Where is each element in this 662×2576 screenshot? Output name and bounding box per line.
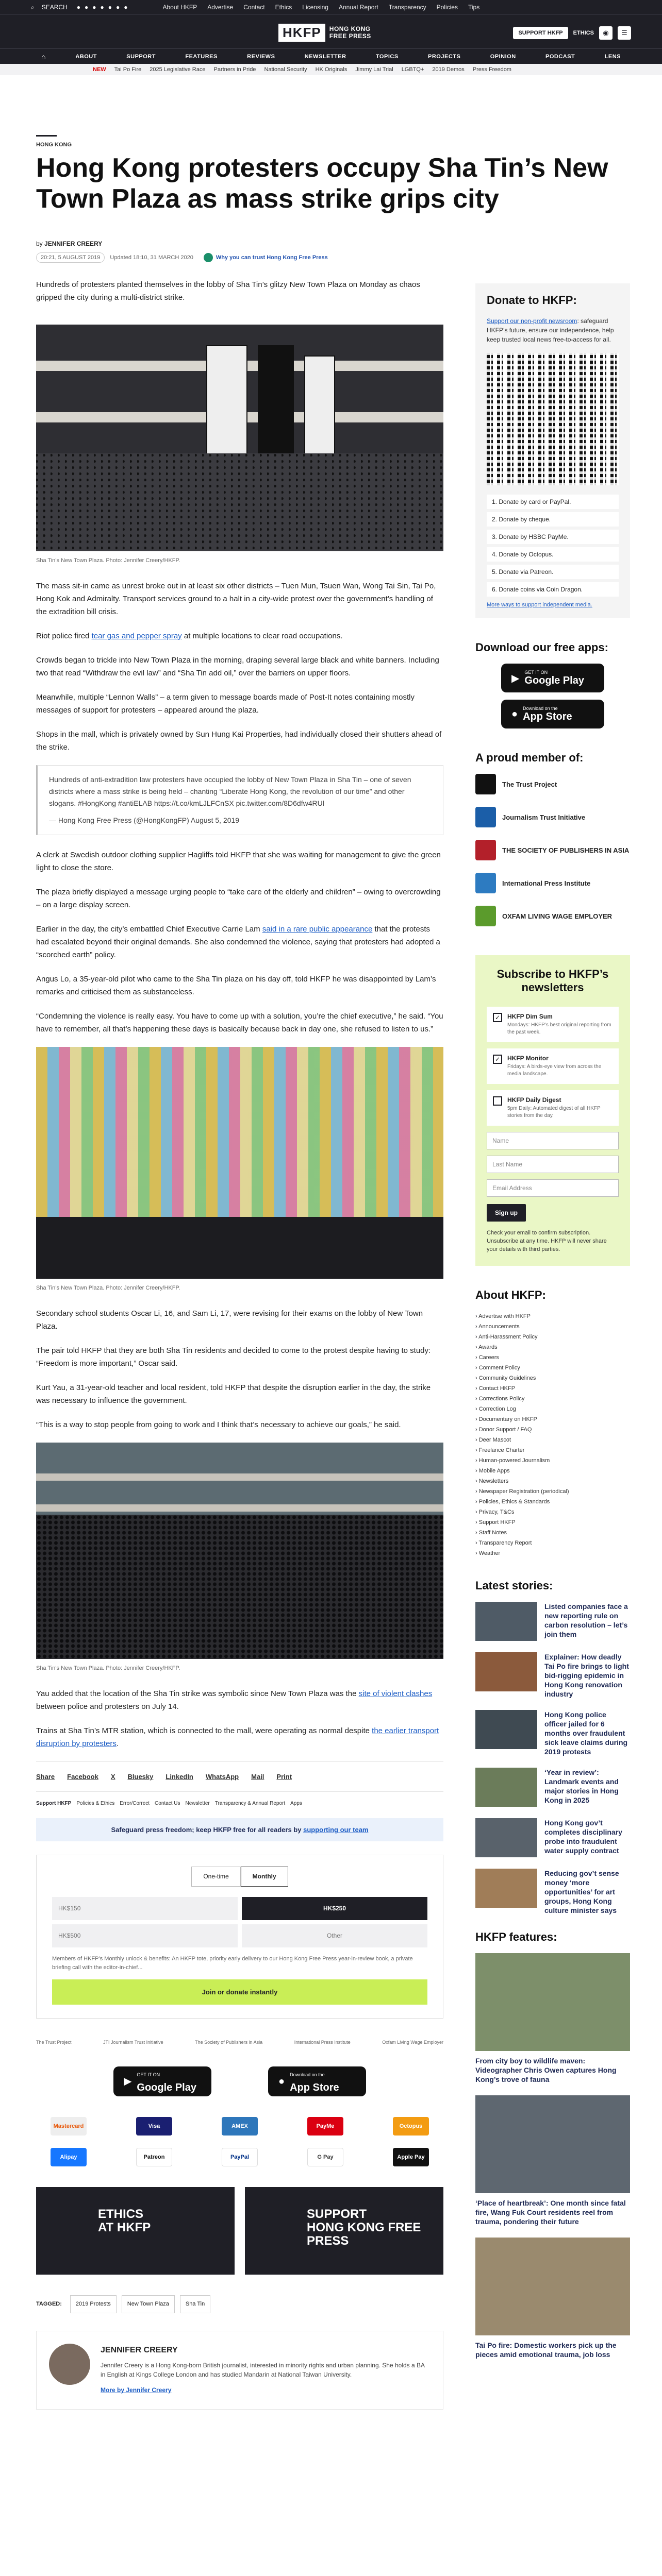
badge-ipi[interactable]: International Press Institute [294,2040,351,2045]
share-whatsapp[interactable]: WhatsApp [205,1773,239,1781]
about-link[interactable]: › Comment Policy [475,1363,630,1373]
latest-title: Latest stories: [475,1579,553,1592]
google-play-badge[interactable]: ▶ GET IT ON Google Play [113,2066,211,2096]
trust-project-icon [475,774,496,794]
photo-caption: Sha Tin’s New Town Plaza. Photo: Jennifer Creery/HKFP. [36,1665,180,1671]
paragraph: The pair told HKFP that they are both Sha Tin residents and decided to come to the protest despite having to study: “Freedom is more important,” Oscar said. [36,1346,431,1368]
about-link[interactable]: › Donor Support / FAQ [475,1425,630,1435]
footer-link[interactable]: Transparency & Annual Report [214,1801,286,1806]
ticker-new-label: NEW [93,66,106,73]
about-link[interactable]: › Transparency Report [475,1538,630,1548]
badge-trust-project[interactable]: The Trust Project [36,2040,72,2045]
paragraph: Crowds began to trickle into New Town Plaza in the morning, draping several large black and white banners. Including two that read “Withdraw the evil law” and “Sha Tin add oil,” over the barriers on upper floors. [36,656,439,677]
apps-title: Download our free apps: [475,641,608,654]
nav-item-support[interactable]: SUPPORT [126,53,156,60]
latest-story[interactable] [475,1869,630,1915]
paragraph: Kurt Yau, a 31-year-old teacher and local resident, told HKFP that despite the disruption earlier in the day, the strike was necessary to influence the government. [36,1383,431,1405]
app-store-badge[interactable]: ● Download on the App Store [501,700,604,728]
menu-icon[interactable]: ☰ [618,26,631,40]
paragraph: The mass sit-in came as unrest broke out in at least six other districts – Tuen Mun, Tsuen Wan, Wong Tai Sin, Tai Po, Hong Kok and Admiralty. Transport services ground to a halt in a city-wide protest over the government’s handling of the extradition bill crisis. [36,582,436,616]
donate-option[interactable]: 2. Donate by cheque. [487,512,619,527]
features-title: HKFP features: [475,1930,557,1943]
main-nav [0,48,662,64]
article-title: Hong Kong protesters occupy Sha Tin’s New Town Plaza as mass strike grips city [36,153,608,214]
header-actions [513,26,631,40]
payme-icon[interactable]: PayMe [307,2117,343,2136]
feature-image[interactable] [475,2238,630,2335]
paragraph: Earlier in the day, the city’s embattled Chief Executive Carrie Lam said in a rare public appearance that the protests had escalated beyond their original demands. She also condemned the violence, saying that protesters had adopted a “scorched earth” policy. [36,925,440,959]
top-link[interactable]: Licensing [302,4,328,11]
top-link[interactable]: Advertise [207,4,234,11]
ethics-link[interactable]: ETHICS [573,30,594,36]
updated-date: Updated 18:10, 31 MARCH 2020 [110,255,193,261]
about-link[interactable]: › Newsletters [475,1476,630,1486]
share-print[interactable]: Print [276,1773,292,1781]
jti-icon [475,807,496,827]
footer-link[interactable]: Error/Correct [120,1801,150,1806]
story-thumbnail[interactable] [475,1710,537,1749]
nav-item-lens[interactable]: LENS [604,53,621,60]
promo-title: SUPPORT HONG KONG FREE PRESS [307,2207,421,2248]
top-link[interactable]: Contact [243,4,265,11]
mastercard-icon[interactable]: Mastercard [51,2117,87,2136]
latest-story[interactable] [475,1768,630,1807]
inline-link[interactable]: the earlier transport disruption by protesters [36,1726,439,1748]
ticker-item[interactable]: Partners in Pride [213,66,256,73]
paypal-icon[interactable]: PayPal [222,2148,258,2166]
ticker-item[interactable]: Jimmy Lai Trial [355,66,393,73]
amount-option[interactable]: HK$150 [52,1897,238,1920]
member-oxfam[interactable]: OXFAM LIVING WAGE EMPLOYER [475,906,630,926]
home-icon[interactable]: ⌂ [41,52,46,61]
top-link[interactable]: Ethics [275,4,292,11]
top-link[interactable]: Tips [468,4,480,11]
feature-story[interactable] [475,1953,630,2084]
feature-stories [475,1953,630,2359]
top-link[interactable]: Policies [436,4,458,11]
newsletter-box [475,955,630,1266]
checkbox-checked[interactable]: ✓ [493,1055,502,1064]
story-thumbnail[interactable] [475,1869,537,1908]
footer-link[interactable]: Apps [290,1801,302,1806]
signup-button[interactable]: Sign up [487,1204,526,1222]
photo-lennon-wall[interactable] [36,1047,443,1279]
nav-item-features[interactable]: FEATURES [185,53,218,60]
tag[interactable]: New Town Plaza [122,2295,175,2313]
about-link[interactable]: › Contact HKFP [475,1383,630,1394]
promo-title: ETHICS AT HKFP [98,2207,151,2234]
paragraph: “Condemning the violence is really easy. You have to come up with a solution, you’re the chief executive,” he said. “You have to remember, all that’s happening these days is basically because back in day one, she refused to listen to us.” [36,1012,443,1033]
nav-item-projects[interactable]: PROJECTS [428,53,461,60]
about-link[interactable]: › Mobile Apps [475,1466,630,1476]
paragraph: Shops in the mall, which is privately owned by Sun Hung Kai Properties, had individually closed their shutters ahead of the strike. [36,730,442,752]
nav-item-reviews[interactable]: REVIEWS [247,53,275,60]
support-button[interactable]: SUPPORT HKFP [513,27,568,39]
inline-link[interactable]: said in a rare public appearance [262,925,373,934]
story-title[interactable]: Listed companies face a new reporting rule on carbon resolution – let’s join them [544,1602,628,1638]
sopa-icon [475,840,496,860]
top-links [163,4,480,11]
play-icon: ▶ [511,672,520,684]
frequency-toggle [52,1867,427,1887]
paragraph: Angus Lo, a 35-year-old pilot who came to the Sha Tin plaza on his day off, told HKFP he was disappointed by Lam’s remarks and criticised them as substanceless. [36,975,436,996]
top-link[interactable]: Transparency [388,4,426,11]
about-link[interactable]: › Community Guidelines [475,1373,630,1383]
feature-story[interactable] [475,2238,630,2359]
ticker-item[interactable]: HK Originals [315,66,347,73]
sidebar [475,283,630,2370]
member-ipi[interactable]: International Press Institute [475,873,630,893]
nav-item-podcast[interactable]: PODCAST [545,53,575,60]
story-title[interactable]: Hong Kong police officer jailed for 6 months over fraudulent sick leave claims during 2019 protests [544,1710,628,1756]
app-store-badges [36,2066,443,2096]
last-name-input[interactable]: Last Name [487,1156,619,1173]
footer-link[interactable]: Policies & Ethics [76,1801,115,1806]
about-link[interactable]: › Staff Notes [475,1528,630,1538]
nav-item-topics[interactable]: TOPICS [375,53,399,60]
story-title[interactable]: Hong Kong gov’t completes disciplinary probe into fraudulent water supply contract [544,1819,622,1855]
email-input[interactable]: Email Address [487,1179,619,1197]
tweet-signature[interactable]: — Hong Kong Free Press (@HongKongFP) August 5, 2019 [49,816,240,824]
tag[interactable]: 2019 Protests [70,2295,117,2313]
byline [36,240,438,263]
member-title: A proud member of: [475,751,584,764]
footer-link[interactable]: Contact Us [155,1801,180,1806]
paragraph: Riot police fired tear gas and pepper spray at multiple locations to clear road occupations. [36,632,343,640]
newsletter-title: Subscribe to HKFP’s newsletters [496,968,609,994]
author-name[interactable]: JENNIFER CREERY [101,2346,178,2354]
about-link[interactable]: › Deer Mascot [475,1435,630,1445]
donate-option[interactable]: 3. Donate by HSBC PayMe. [487,530,619,544]
embedded-tweet [36,765,443,835]
about-link[interactable]: › Announcements [475,1321,630,1332]
nav-item-opinion[interactable]: OPINION [490,53,516,60]
qr-code [487,353,619,485]
donate-intro: Support our non-profit newsroom: safeguard HKFP’s future, ensure our independence, help keep trusted local news free-to-access for all. [487,317,614,343]
share-label[interactable]: Share [36,1773,55,1781]
about-link[interactable]: › Documentary on HKFP [475,1414,630,1425]
date-row [36,252,438,263]
feature-title[interactable]: From city boy to wildlife maven: Videographer Chris Owen captures Hong Kong’s trove of fauna [475,2057,617,2083]
member-jti[interactable]: Journalism Trust Initiative [475,807,630,827]
about-link[interactable]: › Weather [475,1548,630,1558]
member-trust-project[interactable]: The Trust Project [475,774,630,794]
about-link[interactable]: › Advertise with HKFP [475,1311,630,1321]
about-link[interactable]: › Anti-Harassment Policy [475,1332,630,1342]
feature-title[interactable]: Tai Po fire: Domestic workers pick up the pieces amid emotional trauma, job loss [475,2341,617,2359]
feature-title[interactable]: ‘Place of heartbreak’: One month since fatal fire, Wang Fuk Court residents reel from trauma, pondering their future [475,2199,626,2226]
patreon-icon[interactable]: Patreon [136,2148,172,2166]
share-x[interactable]: X [110,1773,115,1781]
topic-ticker [0,64,662,75]
nav-item-newsletter[interactable]: NEWSLETTER [304,53,346,60]
feature-image[interactable] [475,1953,630,2051]
about-link[interactable]: › Human-powered Journalism [475,1455,630,1466]
donate-option[interactable]: 5. Donate via Patreon. [487,565,619,579]
support-team-link[interactable]: supporting our team [303,1826,369,1834]
inline-link[interactable]: site of violent clashes [358,1689,433,1698]
photo-caption: Sha Tin’s New Town Plaza. Photo: Jennifer Creery/HKFP. [36,1285,180,1291]
donate-note: Members of HKFP’s Monthly unlock & benefits: An HKFP tote, priority early delivery to our Hong Kong Free Press year-in-review book, a private briefing call with the editor-in-chief... [52,1956,413,1971]
badge-jti[interactable]: JTI Journalism Trust Initiative [103,2040,163,2045]
paragraph: Meanwhile, multiple “Lennon Walls” – a term given to message boards made of Post-It notes containing mostly messages of support for protesters – appeared around the plaza. [36,693,415,715]
story-title[interactable]: Explainer: How deadly Tai Po fire brings to light bid-rigging epidemic in Hong Kong renovation industry [544,1653,629,1698]
share-linkedin[interactable]: LinkedIn [166,1773,193,1781]
oxfam-icon [475,906,496,926]
more-by-author-link[interactable]: More by Jennifer Creery [101,2386,172,2394]
promo-ethics[interactable] [36,2187,235,2275]
ipi-icon [475,873,496,893]
membership-badges [36,2036,443,2049]
about-link[interactable]: › Newspaper Registration (periodical) [475,1486,630,1497]
toggle-one-time[interactable]: One-time [191,1867,240,1887]
name-input[interactable]: Name [487,1132,619,1149]
google-play-badge[interactable]: ▶ GET IT ON Google Play [501,664,604,692]
member-list [475,774,630,926]
logo-mark: HKFP [278,24,325,42]
amount-option[interactable]: HK$500 [52,1924,238,1947]
user-icon[interactable]: ◉ [599,26,613,40]
footer-link[interactable]: Newsletter [185,1801,210,1806]
paragraph: “This is a way to stop people from going to work and I think that’s necessary to achieve our goals,” he said. [36,1420,401,1429]
inline-link[interactable]: tear gas and pepper spray [91,632,182,640]
story-title[interactable]: Reducing gov’t sense money ‘more opportunities’ for art groups, Hong Kong culture minister says [544,1869,619,1914]
latest-story[interactable] [475,1652,630,1699]
photo-new-town-plaza-banners[interactable] [36,325,443,551]
trust-icon [204,253,213,262]
toggle-monthly[interactable]: Monthly [241,1867,288,1887]
member-sopa[interactable]: THE SOCIETY OF PUBLISHERS IN ASIA [475,840,630,860]
amount-options [52,1897,427,1947]
gpay-icon[interactable]: G Pay [307,2148,343,2166]
tag-list [36,2295,443,2313]
support-link[interactable]: Support HKFP [36,1801,72,1806]
donate-options [487,495,619,597]
ticker-item[interactable]: LGBTQ+ [401,66,424,73]
share-bar [36,1761,443,1792]
latest-story[interactable] [475,1818,630,1857]
press-freedom-banner: Safeguard press freedom; keep HKFP free for all readers by supporting our team [36,1818,443,1841]
tags-label: TAGGED: [36,2301,62,2307]
applepay-icon[interactable]: Apple Pay [393,2148,429,2166]
social-icons[interactable]: ●●●●●●● [76,4,132,11]
paragraph: Trains at Sha Tin’s MTR station, which is connected to the mall, were operating as normal despite the earlier transport disruption by protesters. [36,1726,439,1748]
donate-title: Donate to HKFP: [487,294,577,307]
top-link[interactable]: Annual Report [338,4,378,11]
amex-icon[interactable]: AMEX [222,2117,258,2136]
play-icon: ▶ [124,2075,132,2087]
top-link[interactable]: About HKFP [162,4,197,11]
search-label[interactable]: SEARCH [41,4,68,11]
about-link[interactable]: › Support HKFP [475,1517,630,1528]
article-footer-links [36,1797,443,1810]
about-link[interactable]: › Correction Log [475,1404,630,1414]
story-thumbnail[interactable] [475,1602,537,1641]
ticker-item[interactable]: 2019 Demos [432,66,465,73]
about-list [475,1311,630,1558]
more-ways-link[interactable]: More ways to support independent media. [487,602,592,608]
about-link[interactable]: › Policies, Ethics & Standards [475,1497,630,1507]
site-header [0,14,662,48]
published-date: 20:21, 5 AUGUST 2019 [36,252,105,263]
badge-oxfam[interactable]: Oxfam Living Wage Employer [382,2040,443,2045]
feature-image[interactable] [475,2095,630,2193]
about-title: About HKFP: [475,1289,546,1301]
tag[interactable]: Sha Tin [180,2295,210,2313]
paragraph: A clerk at Swedish outdoor clothing supplier Hagliffs told HKFP that she was waiting for management to give the green light to close the store. [36,851,441,872]
share-bluesky[interactable]: Bluesky [127,1773,154,1781]
alipay-icon[interactable]: Alipay [51,2148,87,2166]
about-link[interactable]: › Privacy, T&Cs [475,1507,630,1517]
ticker-item[interactable]: National Security [264,66,307,73]
trust-link[interactable]: Why you can trust Hong Kong Free Press [204,253,328,262]
nav-item-about[interactable]: ABOUT [75,53,97,60]
checkbox-unchecked[interactable] [493,1096,502,1106]
apple-icon: ● [278,2075,285,2087]
byline-author: by JENNIFER CREERY [36,240,103,247]
newsletter-fineprint: Check your email to confirm subscription. Unsubscribe at any time. HKFP will never share your details with third parties. [487,1230,607,1252]
utility-bar [0,0,662,14]
story-title[interactable]: ‘Year in review’: Landmark events and major stories in Hong Kong in 2025 [544,1768,619,1804]
article-body [36,278,443,2410]
section-label[interactable]: HONG KONG [36,142,72,148]
octopus-icon[interactable]: Octopus [393,2117,429,2136]
newsletter-option[interactable]: ✓ HKFP Monitor Fridays: A birds-eye view from across the media landscape. [487,1048,619,1084]
donate-box [36,1855,443,2019]
photo-atrium-crowd[interactable] [36,1443,443,1659]
ticker-item[interactable]: 2025 Legislative Race [150,66,206,73]
donate-option[interactable]: 6. Donate coins via Coin Dragon. [487,582,619,597]
avatar[interactable] [49,2344,90,2385]
sidebar-app-badges [475,664,630,728]
story-thumbnail[interactable] [475,1652,537,1691]
newsletter-option[interactable]: HKFP Daily Digest 5pm Daily: Automated digest of all HKFP stories from the day. [487,1090,619,1126]
promo-support[interactable] [245,2187,443,2275]
paragraph: The plaza briefly displayed a message urging people to “take care of the elderly and children” – owing to overcrowding – on a large display screen. [36,888,441,909]
badge-sopa[interactable]: The Society of Publishers in Asia [195,2040,263,2045]
join-button[interactable]: Join or donate instantly [52,1979,427,2005]
checkbox-checked[interactable]: ✓ [493,1013,502,1022]
about-link[interactable]: › Freelance Charter [475,1445,630,1455]
author-bio: Jennifer Creery is a Hong Kong-born British journalist, interested in minority rights and urban planning. She holds a BA in English at Kings College London and has studied Mandarin at National Taiwan University. [101,2362,425,2378]
author-box [36,2331,443,2410]
logo-text: HONG KONG FREE PRESS [329,25,371,40]
about-link[interactable]: › Awards [475,1342,630,1352]
amount-option-selected[interactable]: HK$250 [242,1897,427,1920]
support-newsroom-link[interactable]: Support our non-profit newsroom [487,317,577,325]
search-icon[interactable]: ⌕ [31,3,35,11]
payment-methods [36,2117,443,2166]
about-link[interactable]: › Corrections Policy [475,1394,630,1404]
tweet-text: Hundreds of anti-extradition law protesters have occupied the lobby of New Town Plaza in Sha Tin – one of seven districts where a mass strike is being held – chanting “Liberate Hong Kong, the revolution of our time” and other slogans. #HongKong #antiELAB https://t.co/kmLJLFCnSX pic.twitter.com/8D6dfw4RUl [49,775,411,807]
about-link[interactable]: › Careers [475,1352,630,1363]
promo-cards [36,2187,443,2275]
donate-option[interactable]: 1. Donate by card or PayPal. [487,495,619,509]
share-facebook[interactable]: Facebook [67,1773,98,1781]
site-logo[interactable] [278,21,382,44]
photo-caption: Sha Tin’s New Town Plaza. Photo: Jennifer Creery/HKFP. [36,557,180,564]
share-mail[interactable]: Mail [251,1773,264,1781]
feature-story[interactable] [475,2095,630,2226]
donate-option[interactable]: 4. Donate by Octopus. [487,547,619,562]
story-thumbnail[interactable] [475,1768,537,1807]
ticker-item[interactable]: Press Freedom [472,66,511,73]
newsletter-option[interactable]: ✓ HKFP Dim Sum Mondays: HKFP’s best original reporting from the past week. [487,1007,619,1042]
ticker-item[interactable]: Tai Po Fire [114,66,142,73]
latest-stories [475,1602,630,1915]
app-store-badge[interactable]: ● Download on the App Store [268,2066,366,2096]
paragraph: Yau added that the location of the Sha Tin strike was symbolic since New Town Plaza was the site of violent clashes between police and protesters on July 14. [36,1689,433,1711]
lede: Hundreds of protesters planted themselves in the lobby of Sha Tin’s glitzy New Town Plaza on Monday as chaos gripped the city during a multi-district strike. [36,280,420,302]
apple-icon: ● [511,708,518,720]
donate-widget [475,283,630,618]
story-thumbnail[interactable] [475,1818,537,1857]
amount-option-other[interactable]: Other [242,1924,427,1947]
paragraph: Secondary school students Oscar Li, 16, and Sam Li, 17, were revising for their exams on the lobby of New Town Plaza. [36,1309,423,1331]
latest-story[interactable] [475,1710,630,1756]
visa-icon[interactable]: Visa [136,2117,172,2136]
author-link[interactable]: JENNIFER CREERY [44,240,103,247]
latest-story[interactable] [475,1602,630,1641]
